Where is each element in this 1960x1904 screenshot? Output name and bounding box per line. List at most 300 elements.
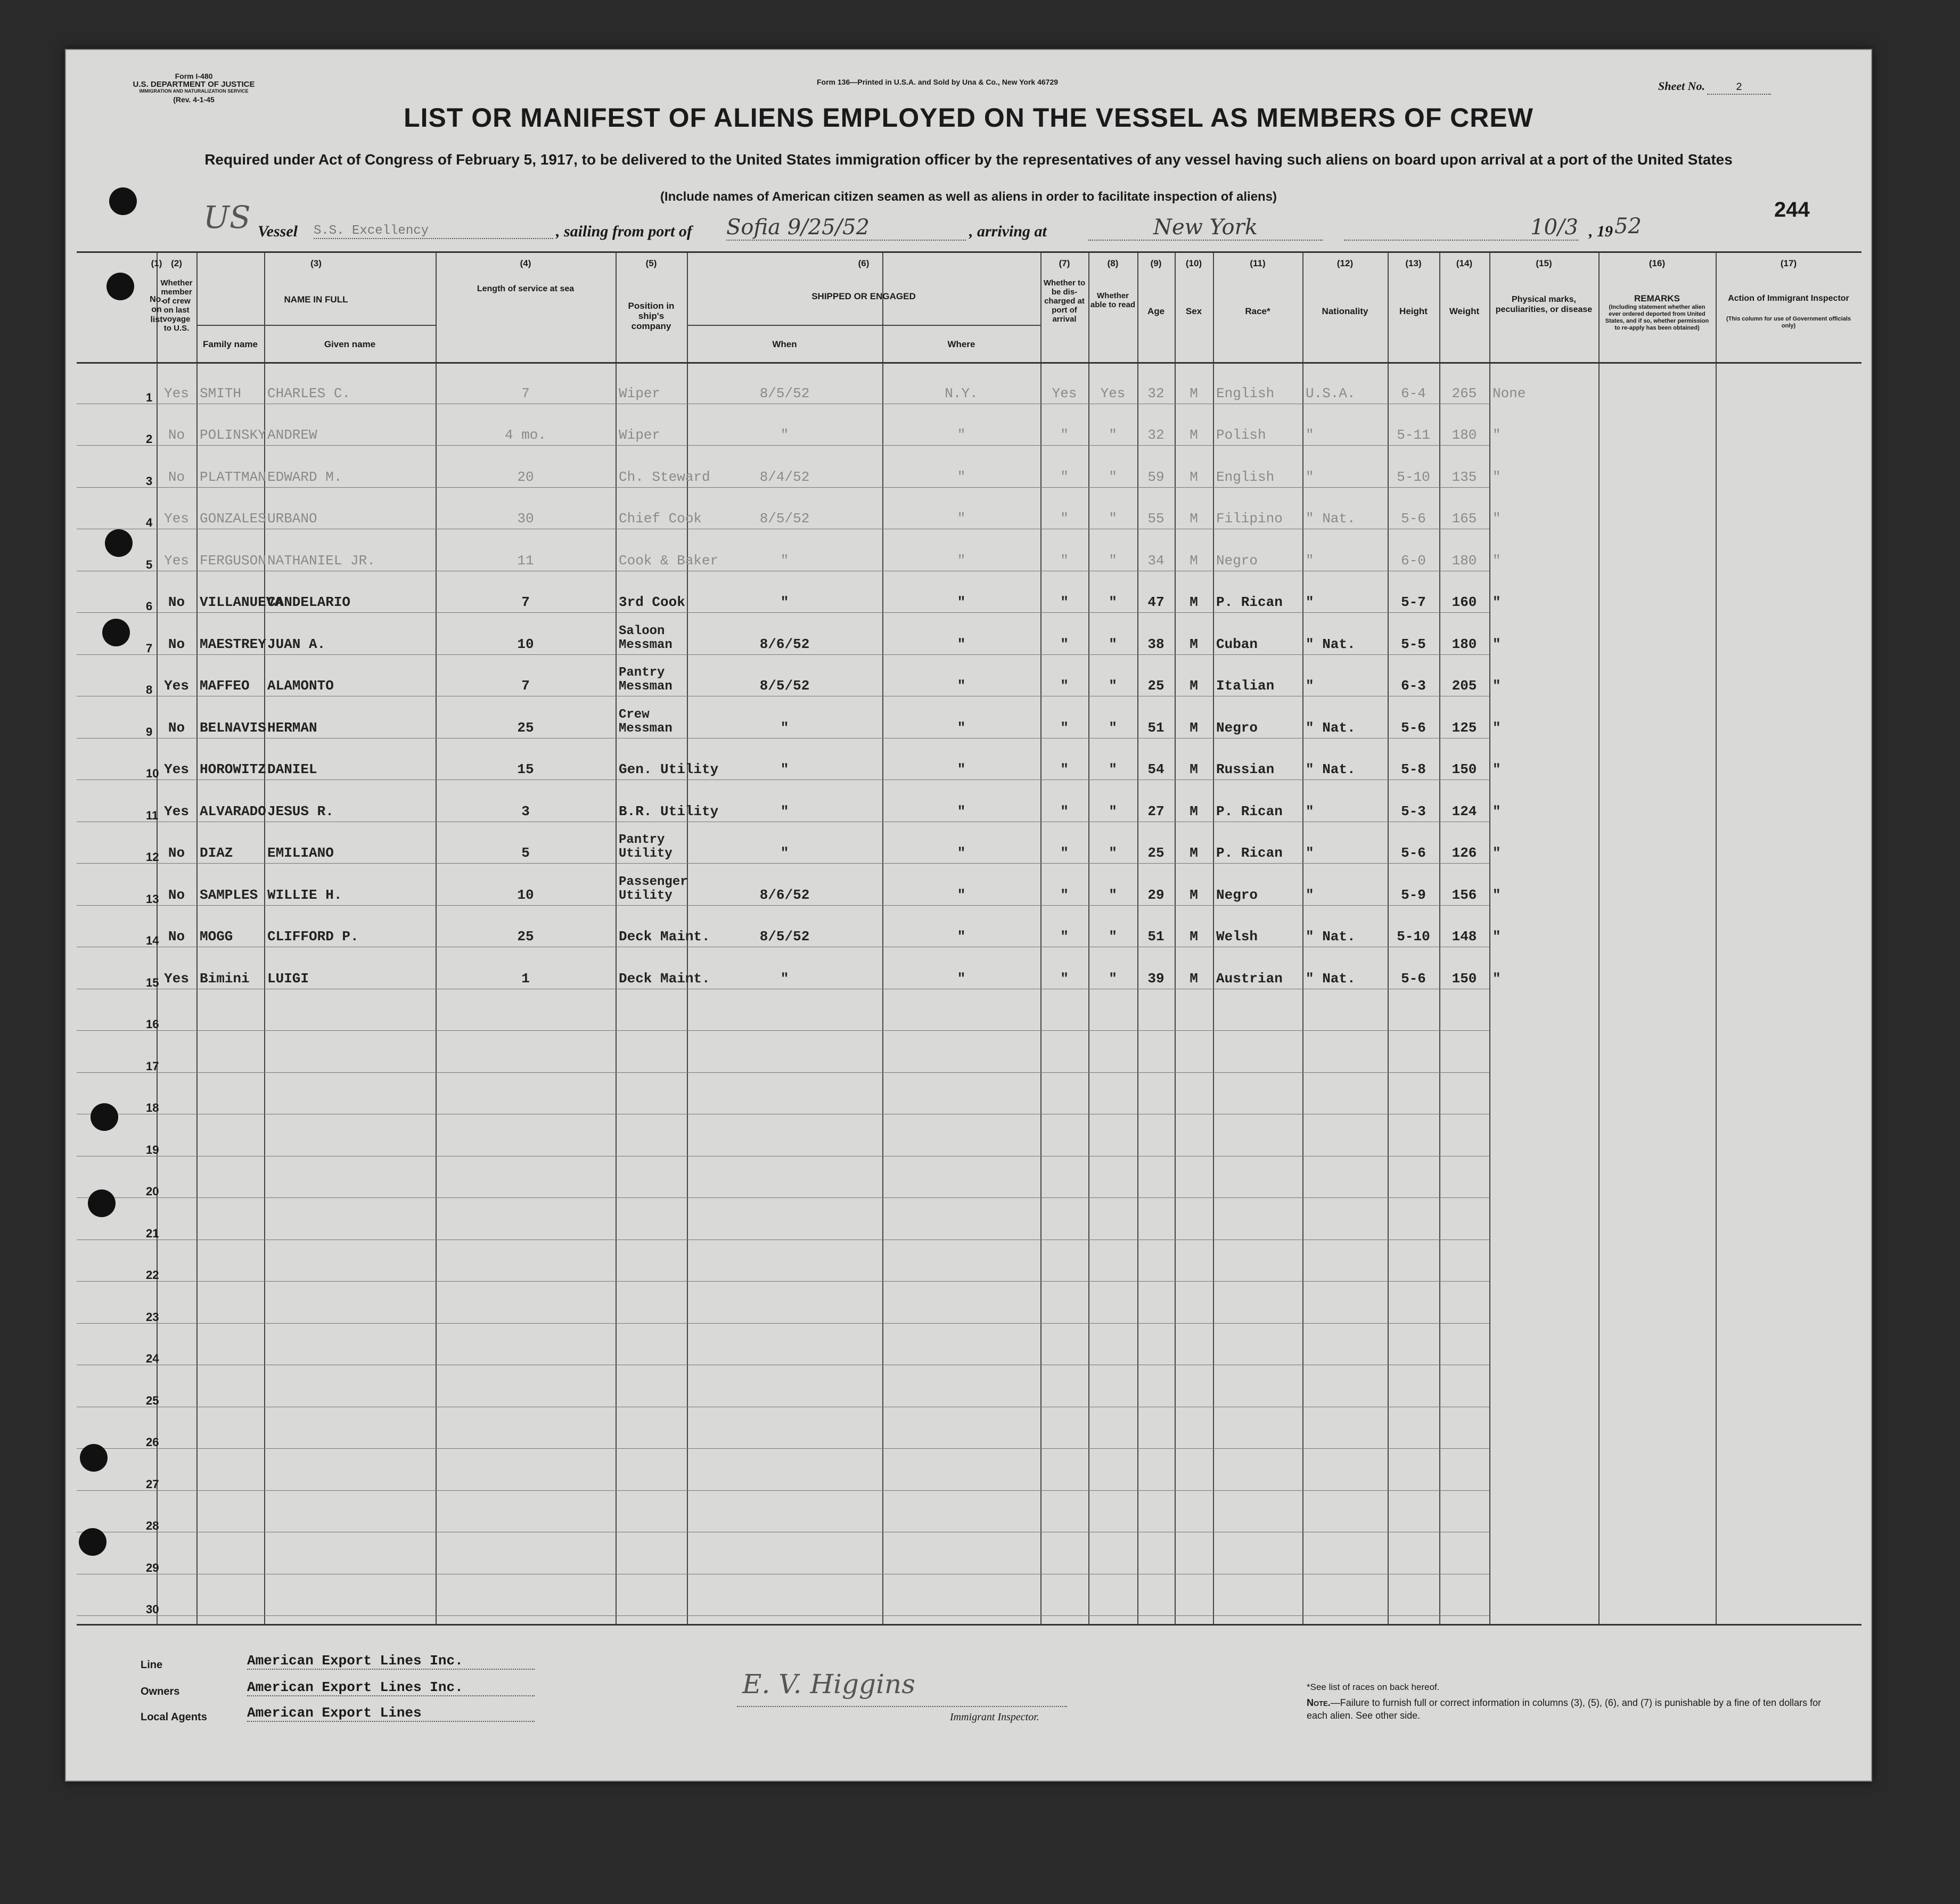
- sheet-value: 2: [1707, 81, 1771, 95]
- arriving-port: New York: [1088, 215, 1323, 241]
- cell-sex: M: [1190, 636, 1198, 652]
- column-header: (15): [1536, 258, 1552, 268]
- cell-disch: ": [1060, 427, 1069, 443]
- cell-position: Pantry Messman: [619, 666, 673, 694]
- cell-sex: M: [1190, 970, 1198, 987]
- cell-where: ": [957, 929, 966, 945]
- column-divider: [1213, 253, 1214, 1624]
- cell-sex: M: [1190, 845, 1198, 861]
- cell-read: ": [1109, 887, 1117, 903]
- cell-age: 32: [1147, 385, 1164, 401]
- row-number: 21: [146, 1226, 159, 1240]
- cell-age: 59: [1147, 469, 1164, 485]
- row-divider: [77, 654, 1489, 655]
- note-label: Note.: [1307, 1697, 1331, 1708]
- column-divider: [1716, 253, 1717, 1624]
- cell-position: Wiper: [619, 385, 661, 401]
- cell-weight: 180: [1451, 636, 1477, 652]
- cell-service: 7: [521, 678, 530, 694]
- cell-where: ": [957, 887, 966, 903]
- cell-nat: " Nat.: [1306, 719, 1356, 736]
- cell-family: PLATTMAN: [200, 469, 266, 485]
- column-header: Where: [947, 339, 975, 349]
- cell-nat: ": [1306, 887, 1314, 903]
- page-number: 244: [1774, 198, 1810, 221]
- cell-service: 25: [517, 929, 534, 945]
- cell-sex: M: [1190, 385, 1198, 401]
- agents-label: Local Agents: [141, 1711, 207, 1723]
- binder-hole: [88, 1189, 116, 1217]
- cell-race: English: [1216, 385, 1275, 401]
- column-divider: [1598, 253, 1600, 1624]
- column-divider: [1489, 253, 1490, 1624]
- row-divider: [77, 1323, 1489, 1324]
- cell-disch: ": [1060, 845, 1069, 861]
- cell-last: No: [168, 845, 185, 861]
- column-header: Position in ship's company: [628, 301, 675, 331]
- cell-sex: M: [1190, 469, 1198, 485]
- cell-service: 11: [517, 552, 534, 569]
- cell-marks: ": [1492, 761, 1501, 777]
- cell-sex: M: [1190, 552, 1198, 569]
- cell-family: SMITH: [200, 385, 242, 401]
- row-number: 22: [146, 1268, 159, 1282]
- cell-nat: ": [1306, 552, 1314, 569]
- cell-given: CANDELARIO: [267, 594, 351, 610]
- cell-weight: 150: [1451, 970, 1477, 987]
- cell-weight: 265: [1451, 385, 1477, 401]
- cell-disch: ": [1060, 678, 1069, 694]
- cell-family: FERGUSON: [200, 552, 266, 569]
- cell-last: Yes: [164, 385, 189, 401]
- page-subnote: (Include names of American citizen seamen as well as aliens in order to facilitate inspection of aliens): [660, 190, 1277, 204]
- cell-where: ": [957, 761, 966, 777]
- cell-family: MOGG: [200, 929, 233, 945]
- cell-nat: ": [1306, 803, 1314, 819]
- cell-height: 5-6: [1401, 970, 1426, 987]
- binder-hole: [91, 1103, 118, 1131]
- row-number: 10: [146, 767, 159, 780]
- column-header: Age: [1147, 306, 1165, 316]
- cell-given: URBANO: [267, 511, 317, 527]
- cell-weight: 205: [1451, 678, 1477, 694]
- cell-read: ": [1109, 427, 1117, 443]
- column-header: REMARKS: [1634, 293, 1680, 303]
- row-number: 16: [146, 1017, 159, 1031]
- row-number: 23: [146, 1310, 159, 1324]
- cell-when: 8/5/52: [759, 511, 810, 527]
- column-header: (11): [1250, 258, 1266, 268]
- column-header: (16): [1649, 258, 1666, 268]
- column-divider: [196, 253, 198, 1624]
- cell-when: ": [780, 803, 789, 819]
- cell-position: B.R. Utility: [619, 803, 719, 819]
- cell-when: 8/5/52: [759, 385, 810, 401]
- cell-where: ": [957, 511, 966, 527]
- cell-given: EDWARD M.: [267, 469, 342, 485]
- cell-last: Yes: [164, 552, 189, 569]
- column-divider: [882, 253, 883, 1624]
- column-header: (5): [645, 258, 657, 268]
- cell-last: No: [168, 929, 185, 945]
- column-divider: [1388, 253, 1389, 1624]
- column-header: (14): [1456, 258, 1473, 268]
- cell-family: MAESTREY: [200, 636, 266, 652]
- cell-read: ": [1109, 469, 1117, 485]
- column-header: Height: [1399, 306, 1428, 316]
- column-header: Whether to be dis-charged at port of arrival: [1043, 278, 1086, 324]
- manifest-sheet: [65, 49, 1872, 1782]
- cell-given: ANDREW: [267, 427, 317, 443]
- cell-disch: ": [1060, 929, 1069, 945]
- cell-when: ": [780, 845, 789, 861]
- cell-given: EMILIANO: [267, 845, 334, 861]
- row-number: 24: [146, 1352, 159, 1365]
- cell-sex: M: [1190, 594, 1198, 610]
- cell-weight: 150: [1451, 761, 1477, 777]
- row-number: 2: [146, 432, 153, 446]
- cell-age: 39: [1147, 970, 1164, 987]
- year-suffix: 52: [1614, 214, 1642, 239]
- cell-disch: ": [1060, 636, 1069, 652]
- cell-age: 38: [1147, 636, 1164, 652]
- cell-family: VILLANUEVA: [200, 594, 283, 610]
- cell-position: 3rd Cook: [619, 594, 685, 610]
- sheet-label: Sheet No.: [1658, 79, 1705, 93]
- cell-marks: ": [1492, 678, 1501, 694]
- row-divider: [77, 1072, 1489, 1073]
- cell-nat: U.S.A.: [1306, 385, 1356, 401]
- cell-where: ": [957, 845, 966, 861]
- cell-disch: ": [1060, 594, 1069, 610]
- column-header: (4): [520, 258, 531, 268]
- row-number: 5: [146, 557, 153, 571]
- cell-read: ": [1109, 761, 1117, 777]
- row-number: 29: [146, 1561, 159, 1574]
- row-number: 1: [146, 390, 153, 404]
- department-name: U.S. DEPARTMENT OF JUSTICE: [133, 80, 255, 89]
- row-divider: [77, 1448, 1489, 1449]
- arriving-label: , arriving at: [969, 223, 1047, 240]
- column-divider: [1439, 253, 1440, 1624]
- cell-position: Deck Maint.: [619, 970, 710, 987]
- cell-disch: ": [1060, 469, 1069, 485]
- cell-service: 7: [521, 385, 530, 401]
- cell-where: ": [957, 636, 966, 652]
- column-header: NAME IN FULL: [284, 294, 348, 305]
- cell-service: 3: [521, 803, 530, 819]
- vessel-label: Vessel: [258, 223, 298, 240]
- cell-marks: ": [1492, 427, 1501, 443]
- cell-read: ": [1109, 552, 1117, 569]
- cell-race: Austrian: [1216, 970, 1283, 987]
- cell-position: Deck Maint.: [619, 929, 710, 945]
- cell-disch: ": [1060, 511, 1069, 527]
- inspector-label: Immigrant Inspector.: [950, 1711, 1039, 1723]
- cell-weight: 165: [1451, 511, 1477, 527]
- cell-marks: ": [1492, 511, 1501, 527]
- row-number: 6: [146, 600, 153, 613]
- row-number: 14: [146, 934, 159, 947]
- binder-hole: [105, 529, 133, 557]
- header-divider: [77, 362, 1861, 364]
- cell-read: ": [1109, 511, 1117, 527]
- line-label: Line: [141, 1659, 163, 1671]
- cell-given: LUIGI: [267, 970, 309, 987]
- column-header: SHIPPED OR ENGAGED: [811, 291, 916, 301]
- cell-disch: ": [1060, 887, 1069, 903]
- cell-marks: ": [1492, 803, 1501, 819]
- row-number: 26: [146, 1435, 159, 1449]
- row-divider: [77, 1490, 1489, 1491]
- cell-age: 29: [1147, 887, 1164, 903]
- penalty-note: [1307, 1696, 1839, 1722]
- cell-given: CLIFFORD P.: [267, 929, 359, 945]
- note-text: —Failure to furnish full or correct information in columns (3), (5), (6), and (7) is punishable by a fine of ten dollars for each alien. See other side.: [1307, 1697, 1822, 1721]
- subheader-divider: [196, 325, 436, 326]
- cell-sex: M: [1190, 719, 1198, 736]
- service-name: IMMIGRATION AND NATURALIZATION SERVICE: [139, 88, 249, 94]
- cell-age: 55: [1147, 511, 1164, 527]
- row-number: 3: [146, 474, 153, 488]
- cell-position: Gen. Utility: [619, 761, 719, 777]
- cell-age: 25: [1147, 845, 1164, 861]
- cell-race: Negro: [1216, 719, 1258, 736]
- cell-marks: ": [1492, 594, 1501, 610]
- row-divider: [77, 612, 1489, 613]
- column-divider: [1137, 253, 1138, 1624]
- cell-nat: ": [1306, 678, 1314, 694]
- cell-family: ALVARADO: [200, 803, 266, 819]
- cell-service: 7: [521, 594, 530, 610]
- cell-position: Ch. Steward: [619, 469, 710, 485]
- column-header: (10): [1185, 258, 1202, 268]
- printer-note: Form 136—Printed in U.S.A. and Sold by Una & Co., New York 46729: [817, 78, 1059, 86]
- cell-service: 30: [517, 511, 534, 527]
- column-header: Whether able to read: [1090, 291, 1136, 309]
- cell-race: P. Rican: [1216, 594, 1283, 610]
- row-divider: [77, 1197, 1489, 1198]
- cell-sex: M: [1190, 803, 1198, 819]
- cell-height: 6-3: [1401, 678, 1426, 694]
- binder-hole: [106, 273, 134, 300]
- row-number: 30: [146, 1603, 159, 1616]
- crew-table: [77, 251, 1861, 1626]
- cell-given: JESUS R.: [267, 803, 334, 819]
- cell-when: 8/5/52: [759, 678, 810, 694]
- cell-position: Passenger Utility: [619, 874, 688, 903]
- cell-nat: ": [1306, 845, 1314, 861]
- column-divider: [616, 253, 617, 1624]
- cell-disch: ": [1060, 970, 1069, 987]
- cell-read: ": [1109, 929, 1117, 945]
- cell-weight: 124: [1451, 803, 1477, 819]
- cell-nat: " Nat.: [1306, 929, 1356, 945]
- cell-family: POLINSKY: [200, 427, 266, 443]
- cell-last: No: [168, 636, 185, 652]
- cell-nat: ": [1306, 469, 1314, 485]
- row-number: 7: [146, 641, 153, 655]
- row-number: 18: [146, 1101, 159, 1114]
- cell-disch: Yes: [1052, 385, 1077, 401]
- cell-where: ": [957, 970, 966, 987]
- cell-given: JUAN A.: [267, 636, 326, 652]
- cell-marks: ": [1492, 719, 1501, 736]
- cell-when: 8/6/52: [759, 636, 810, 652]
- row-divider: [77, 1281, 1489, 1282]
- cell-read: ": [1109, 636, 1117, 652]
- cell-given: HERMAN: [267, 719, 317, 736]
- row-number: 4: [146, 516, 153, 529]
- cell-where: ": [957, 678, 966, 694]
- cell-weight: 125: [1451, 719, 1477, 736]
- cell-read: ": [1109, 594, 1117, 610]
- cell-height: 5-10: [1397, 929, 1430, 945]
- cell-race: Welsh: [1216, 929, 1258, 945]
- column-header: Weight: [1449, 306, 1480, 316]
- cell-nat: " Nat.: [1306, 761, 1356, 777]
- cell-given: CHARLES C.: [267, 385, 351, 401]
- cell-weight: 126: [1451, 845, 1477, 861]
- cell-when: ": [780, 761, 789, 777]
- row-divider: [77, 445, 1489, 446]
- cell-family: SAMPLES: [200, 887, 258, 903]
- cell-sex: M: [1190, 511, 1198, 527]
- cell-sex: M: [1190, 761, 1198, 777]
- row-number: 9: [146, 725, 153, 738]
- cell-where: ": [957, 469, 966, 485]
- cell-race: P. Rican: [1216, 845, 1283, 861]
- row-divider: [77, 487, 1489, 488]
- row-number: 13: [146, 892, 159, 906]
- cell-last: Yes: [164, 511, 189, 527]
- cell-weight: 148: [1451, 929, 1477, 945]
- binder-hole: [102, 619, 130, 646]
- cell-when: ": [780, 552, 789, 569]
- cell-read: ": [1109, 678, 1117, 694]
- cell-height: 5-6: [1401, 511, 1426, 527]
- cell-race: Filipino: [1216, 511, 1283, 527]
- column-header: Sex: [1185, 306, 1202, 316]
- cell-where: N.Y.: [945, 385, 978, 401]
- column-header: Whether member of crew on last voyage to U.S.: [160, 278, 193, 333]
- column-header: Action of Immigrant Inspector: [1728, 294, 1849, 303]
- cell-given: WILLIE H.: [267, 887, 342, 903]
- cell-marks: ": [1492, 929, 1501, 945]
- row-number: 17: [146, 1059, 159, 1073]
- column-header: (This column for use of Government officials only): [1726, 316, 1851, 329]
- cell-sex: M: [1190, 929, 1198, 945]
- row-number: 8: [146, 683, 153, 696]
- column-header: Race*: [1245, 306, 1270, 316]
- cell-age: 51: [1147, 719, 1164, 736]
- cell-marks: None: [1492, 385, 1526, 401]
- column-header: (2): [171, 258, 182, 268]
- cell-height: 6-4: [1401, 385, 1426, 401]
- row-number: 12: [146, 850, 159, 864]
- cell-age: 27: [1147, 803, 1164, 819]
- column-header: Nationality: [1322, 306, 1368, 316]
- column-header: (6): [858, 258, 870, 268]
- subheader-divider: [687, 325, 1040, 326]
- row-divider: [77, 863, 1489, 864]
- row-number: 25: [146, 1393, 159, 1407]
- cell-read: ": [1109, 719, 1117, 736]
- cell-height: 5-5: [1401, 636, 1426, 652]
- cell-race: Cuban: [1216, 636, 1258, 652]
- column-divider: [436, 253, 437, 1624]
- column-header: Given name: [324, 339, 376, 349]
- cell-height: 5-7: [1401, 594, 1426, 610]
- cell-marks: ": [1492, 887, 1501, 903]
- cell-age: 34: [1147, 552, 1164, 569]
- vessel-name: S.S. Excellency: [314, 224, 553, 239]
- cell-given: ALAMONTO: [267, 678, 334, 694]
- cell-weight: 160: [1451, 594, 1477, 610]
- column-header: No. on list: [150, 295, 163, 324]
- cell-marks: ": [1492, 636, 1501, 652]
- cell-position: Crew Messman: [619, 707, 673, 736]
- cell-marks: ": [1492, 469, 1501, 485]
- column-header: (Including statement whether alien ever ordered deported from United States, and if so, whether permission to re-apply has been obtained): [1605, 304, 1709, 331]
- year-prefix: , 19: [1589, 223, 1613, 240]
- cell-disch: ": [1060, 803, 1069, 819]
- sailing-port: Sofia 9/25/52: [726, 215, 966, 241]
- cell-service: 15: [517, 761, 534, 777]
- cell-race: Polish: [1216, 427, 1266, 443]
- page-subtitle: Required under Act of Congress of February 5, 1917, to be delivered to the United States immigration officer by the representatives of any vessel having such aliens on board upon arrival at a port of the United States: [204, 151, 1733, 168]
- cell-last: Yes: [164, 803, 189, 819]
- column-divider: [1175, 253, 1176, 1624]
- cell-when: ": [780, 594, 789, 610]
- cell-disch: ": [1060, 552, 1069, 569]
- cell-height: 5-11: [1397, 427, 1430, 443]
- cell-marks: ": [1492, 845, 1501, 861]
- cell-sex: M: [1190, 887, 1198, 903]
- cell-race: P. Rican: [1216, 803, 1283, 819]
- cell-family: HOROWITZ: [200, 761, 266, 777]
- cell-read: ": [1109, 970, 1117, 987]
- cell-weight: 180: [1451, 552, 1477, 569]
- cell-height: 5-6: [1401, 719, 1426, 736]
- cell-age: 25: [1147, 678, 1164, 694]
- cell-service: 10: [517, 636, 534, 652]
- cell-where: ": [957, 803, 966, 819]
- cell-height: 6-0: [1401, 552, 1426, 569]
- row-divider: [77, 779, 1489, 780]
- cell-age: 54: [1147, 761, 1164, 777]
- cell-height: 5-10: [1397, 469, 1430, 485]
- cell-last: No: [168, 887, 185, 903]
- column-divider: [1040, 253, 1041, 1624]
- agents-value: American Export Lines: [247, 1705, 535, 1722]
- column-header: (12): [1336, 258, 1354, 268]
- cell-last: No: [168, 427, 185, 443]
- cell-marks: ": [1492, 970, 1501, 987]
- cell-nat: ": [1306, 594, 1314, 610]
- column-header: (9): [1150, 258, 1162, 268]
- cell-where: ": [957, 719, 966, 736]
- page-title: LIST OR MANIFEST OF ALIENS EMPLOYED ON THE VESSEL AS MEMBERS OF CREW: [404, 103, 1533, 133]
- binder-hole: [80, 1444, 108, 1472]
- cell-nat: " Nat.: [1306, 636, 1356, 652]
- cell-nat: " Nat.: [1306, 970, 1356, 987]
- column-header: Family name: [203, 339, 258, 349]
- row-number: 27: [146, 1477, 159, 1491]
- cell-service: 5: [521, 845, 530, 861]
- cell-sex: M: [1190, 678, 1198, 694]
- cell-position: Saloon Messman: [619, 623, 673, 652]
